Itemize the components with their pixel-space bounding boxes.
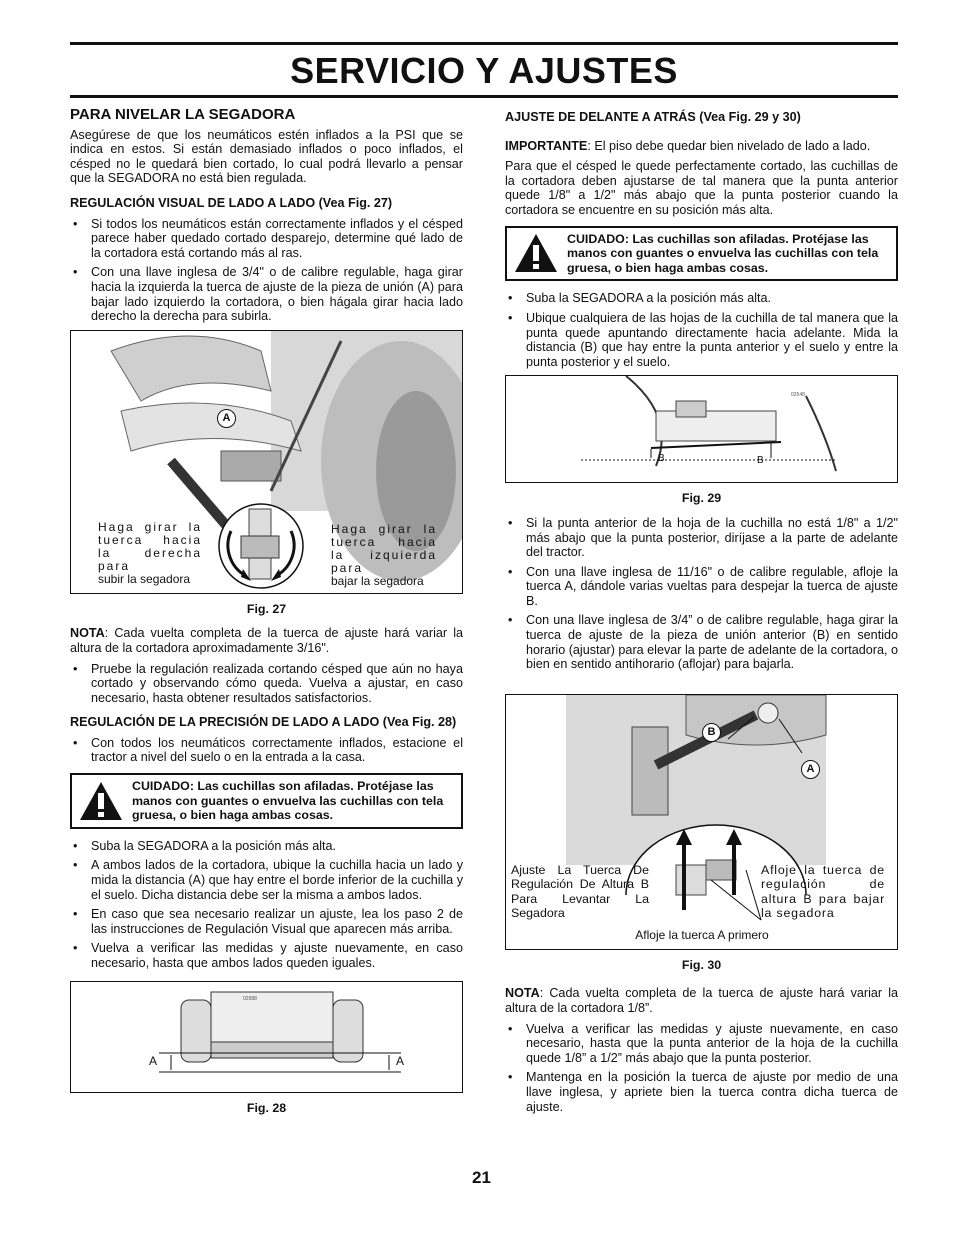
page-title: SERVICIO Y AJUSTES bbox=[290, 50, 678, 91]
figure-28 bbox=[70, 981, 463, 1093]
list-item: • Con todos los neumáticos correctamente inflados, estacione el tractor a nivel del suelo o en la entrada a la casa. bbox=[70, 736, 463, 765]
list-item: • Con una llave inglesa de 3/4” o de calibre regulable, haga girar la tuerca de ajuste de la pieza de unión anterior (B) en sentido horario (ajustar) para elevar la parte de adelante de la cortadora, o bien en sentido antihorario (aflojar) para bajarla. bbox=[505, 613, 898, 671]
visual-regulation-heading: REGULACIÓN VISUAL DE LADO A LADO (Vea Fig. 27) bbox=[70, 195, 393, 210]
test-list bbox=[70, 662, 463, 706]
warning-icon bbox=[78, 780, 124, 822]
title-rule bbox=[70, 95, 898, 98]
section-heading: PARA NIVELAR LA SEGADORA bbox=[70, 106, 296, 123]
final-list bbox=[505, 1022, 898, 1115]
caution-text: CUIDADO: Las cuchillas son afiladas. Protéjase las manos con guantes o envuelva las cuchillas con tela gruesa, o bien haga ambas cosas. bbox=[132, 779, 444, 823]
fig28-label-right: A bbox=[396, 1053, 405, 1068]
precision-list bbox=[70, 736, 463, 765]
intro-paragraph: Asegúrese de que los neumáticos estén inflados a la PSI que se indica en estos. Si están demasiado inflados o poco inflados, el césped no le quedará bien cortado, lo cual podrá llevarlo a pensar que la SEGADORA no está bien regulada. bbox=[70, 127, 463, 186]
fig28-code: 02988 bbox=[243, 995, 257, 1002]
figure-29-illustration bbox=[506, 376, 898, 482]
blade-paragraph: Para que el césped le quede perfectamente cortado, las cuchillas de la cortadora deben ajustarse de tal manera que la punta anterior quede 1/8" a 1/2" más abajo que la punta posterior cuando la cortadora se encuentre en su posición más alta. bbox=[505, 159, 898, 217]
fig30-bottom-text: Afloje la tuerca A primero bbox=[635, 927, 769, 942]
note-paragraph: NOTA: Cada vuelta completa de la tuerca de ajuste hará variar la altura de la cortadora 1/8”. bbox=[505, 986, 898, 1016]
top-rule bbox=[70, 42, 898, 45]
fig29-caption: Fig. 29 bbox=[681, 491, 722, 506]
importante-paragraph: IMPORTANTE: El piso debe quedar bien nivelado de lado a lado. bbox=[505, 138, 871, 153]
fig30-left-text: Ajuste La Tuerca De Regulación De Altura B Para Levantar La Segadora bbox=[511, 862, 649, 921]
list-item: • Pruebe la regulación realizada cortando césped que aún no haya cortado y observando cómo queda. Vuelva a ajustar, en caso necesario, hasta obtener resultados satisfactorios. bbox=[70, 662, 463, 706]
fig29-code: 02548 bbox=[791, 392, 805, 399]
list-item: • En caso que sea necesario realizar un ajuste, lea los paso 2 de las instrucciones de Regulación Visual que aparecen más arriba. bbox=[70, 907, 463, 936]
list-item: • Con una llave inglesa de 11/16" o de calibre regulable, afloje la tuerca A, dándole varias vueltas para despejar la tuerca de ajuste B. bbox=[505, 565, 898, 609]
fig30-label-a: A bbox=[801, 760, 820, 779]
raise-list bbox=[505, 291, 898, 369]
figure-29 bbox=[505, 375, 898, 483]
left-column bbox=[70, 108, 463, 1125]
fig27-right-text: Haga girar la tuerca hacia la izquierda para bajar la segadora bbox=[331, 521, 437, 588]
note-paragraph: NOTA: Cada vuelta completa de la tuerca de ajuste hará variar la altura de la cortadora aproximadamente 3/16". bbox=[70, 626, 463, 655]
label-a: A bbox=[217, 409, 236, 428]
figure-27 bbox=[70, 330, 463, 594]
list-item: • Suba la SEGADORA a la posición más alta. bbox=[70, 839, 463, 854]
measure-list bbox=[70, 839, 463, 971]
page-number: 21 bbox=[472, 1168, 491, 1187]
fig28-caption: Fig. 28 bbox=[246, 1100, 287, 1115]
figure-28-illustration bbox=[71, 982, 463, 1092]
list-item: • Ubique cualquiera de las hojas de la cuchilla de tal manera que la punta quede apuntando directamente hacia adelante. Mida la distancia (B) que hay entre la punta anterior y el suelo y entre la punta posterior y el suelo. bbox=[505, 311, 898, 369]
front-back-heading: AJUSTE DE DELANTE A ATRÁS (Vea Fig. 29 y 30) bbox=[505, 110, 801, 124]
fig30-caption: Fig. 30 bbox=[681, 957, 722, 972]
list-item: • Con una llave inglesa de 3/4" o de calibre regulable, haga girar hacia la izquierda la tuerca de ajuste de la pieza de unión (A) para bajar lado izquierdo la cortadora, o bien hágala girar hacia lado derecho la derecha para subirla. bbox=[70, 265, 463, 323]
list-item: • Si la punta anterior de la hoja de la cuchilla no está 1/8" a 1/2" más abajo que la punta posterior, diríjase a la parte de adelante del tractor. bbox=[505, 516, 898, 560]
fig28-label-left: A bbox=[149, 1053, 158, 1068]
list-item: • Vuelva a verificar las medidas y ajuste nuevamente, en caso necesario, hasta que ambos lados queden iguales. bbox=[70, 941, 463, 970]
right-column bbox=[505, 108, 898, 1120]
list-item: • A ambos lados de la cortadora, ubique la cuchilla hacia un lado y mida la distancia (A) que hay entre el borde inferior de la cuchilla y el suelo. Dicha distancia debe ser la misma a ambos lados. bbox=[70, 858, 463, 902]
fig29-label-b1: B bbox=[658, 453, 665, 465]
figure-30 bbox=[505, 694, 898, 950]
fig30-label-b: B bbox=[702, 723, 721, 742]
list-item: • Vuelva a verificar las medidas y ajuste nuevamente, en caso necesario, hasta que la punta anterior de la hoja de la cuchilla quede 1/8” a 1/2” más abajo que la punta posterior. bbox=[505, 1022, 898, 1066]
fig27-caption: Fig. 27 bbox=[246, 601, 287, 616]
list-item: • Mantenga en la posición la tuerca de ajuste por medio de una llave inglesa, y apriete bien la tuerca contra dicha tuerca de ajuste. bbox=[505, 1070, 898, 1114]
adjust-list bbox=[505, 516, 898, 672]
fig29-label-b2: B bbox=[757, 455, 764, 467]
list-item: • Suba la SEGADORA a la posición más alta. bbox=[505, 291, 898, 306]
visual-regulation-list bbox=[70, 217, 463, 324]
fig27-left-text: Haga girar la tuerca hacia la derecha para subir la segadora bbox=[98, 519, 202, 586]
caution-box bbox=[70, 773, 463, 829]
warning-icon bbox=[513, 232, 559, 274]
caution-box bbox=[505, 226, 898, 282]
precision-regulation-heading: REGULACIÓN DE LA PRECISIÓN DE LADO A LADO (Vea Fig. 28) bbox=[70, 715, 457, 730]
fig30-right-text: Afloje la tuerca de regulación de altura B para bajar la segadora bbox=[761, 862, 885, 921]
list-item: • Si todos los neumáticos están correctamente inflados y el césped parece haber quedado cortado desparejo, determine qué lado de la cortadora está cortando más al ras. bbox=[70, 217, 463, 261]
caution-text: CUIDADO: Las cuchillas son afiladas. Protéjase las manos con guantes o envuelva las cuchillas con tela gruesa, o bien haga ambas cosas. bbox=[567, 231, 879, 275]
